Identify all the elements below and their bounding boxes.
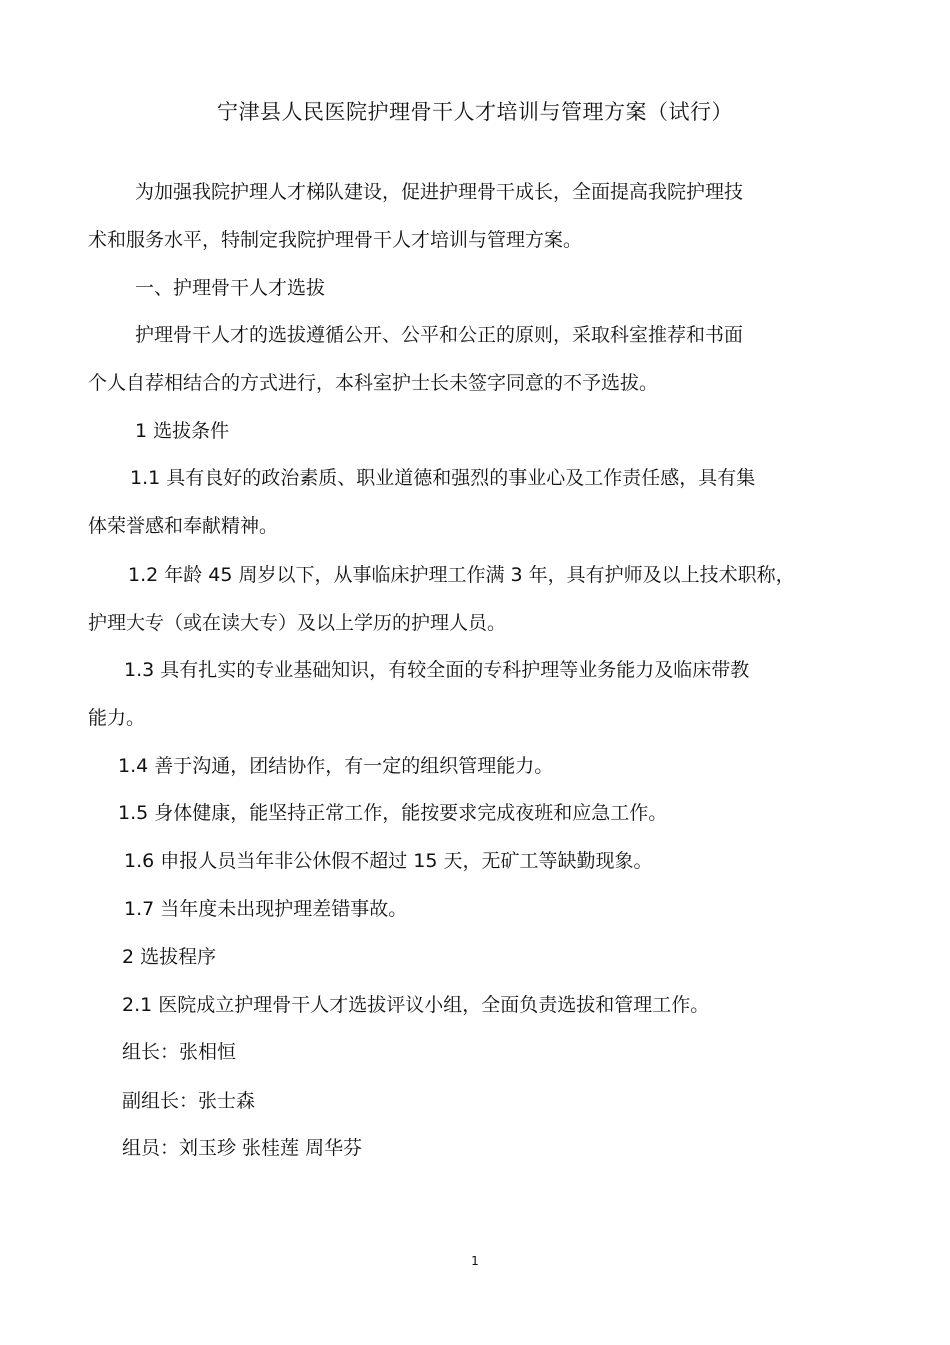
paragraph-line: 2.1 医院成立护理骨干人才选拔评议小组，全面负责选拔和管理工作。 [122,994,710,1016]
paragraph-line: 1.1 具有良好的政治素质、职业道德和强烈的事业心及工作责任感，具有集 [130,467,756,489]
paragraph-line: 护理骨干人才的选拔遵循公开、公平和公正的原则，采取科室推荐和书面 [135,324,744,346]
subsection-heading: 1 选拔条件 [135,420,230,442]
paragraph-line: 副组长：张士森 [122,1090,256,1112]
paragraph-line: 护理大专（或在读大专）及以上学历的护理人员。 [88,612,507,634]
paragraph-line: 1.2 年龄 45 周岁以下，从事临床护理工作满 3 年，具有护师及以上技术职称， [128,564,795,586]
paragraph-line: 1.6 申报人员当年非公休假不超过 15 天，无矿工等缺勤现象。 [124,850,653,872]
paragraph-line: 组长：张相恒 [122,1041,237,1063]
paragraph-line: 能力。 [88,707,146,729]
paragraph-line: 1.4 善于沟通，团结协作，有一定的组织管理能力。 [118,755,554,777]
paragraph-line: 1.7 当年度未出现护理差错事故。 [124,898,408,920]
page-number: 1 [471,1254,479,1268]
subsection-heading: 2 选拔程序 [122,946,217,968]
paragraph-line: 术和服务水平，特制定我院护理骨干人才培训与管理方案。 [88,229,583,251]
section-heading: 一、护理骨干人才选拔 [135,277,326,299]
paragraph-line: 个人自荐相结合的方式进行，本科室护士长未签字同意的不予选拔。 [88,372,659,394]
paragraph-line: 体荣誉感和奉献精神。 [88,515,279,537]
document-title: 宁津县人民医院护理骨干人才培训与管理方案（试行） [217,100,733,124]
paragraph-line: 1.3 具有扎实的专业基础知识，有较全面的专科护理等业务能力及临床带教 [124,659,750,681]
paragraph-line: 组员：刘玉珍 张桂莲 周华芬 [122,1137,363,1159]
paragraph-line: 为加强我院护理人才梯队建设，促进护理骨干成长，全面提高我院护理技 [135,181,744,203]
paragraph-line: 1.5 身体健康，能坚持正常工作，能按要求完成夜班和应急工作。 [118,802,668,824]
